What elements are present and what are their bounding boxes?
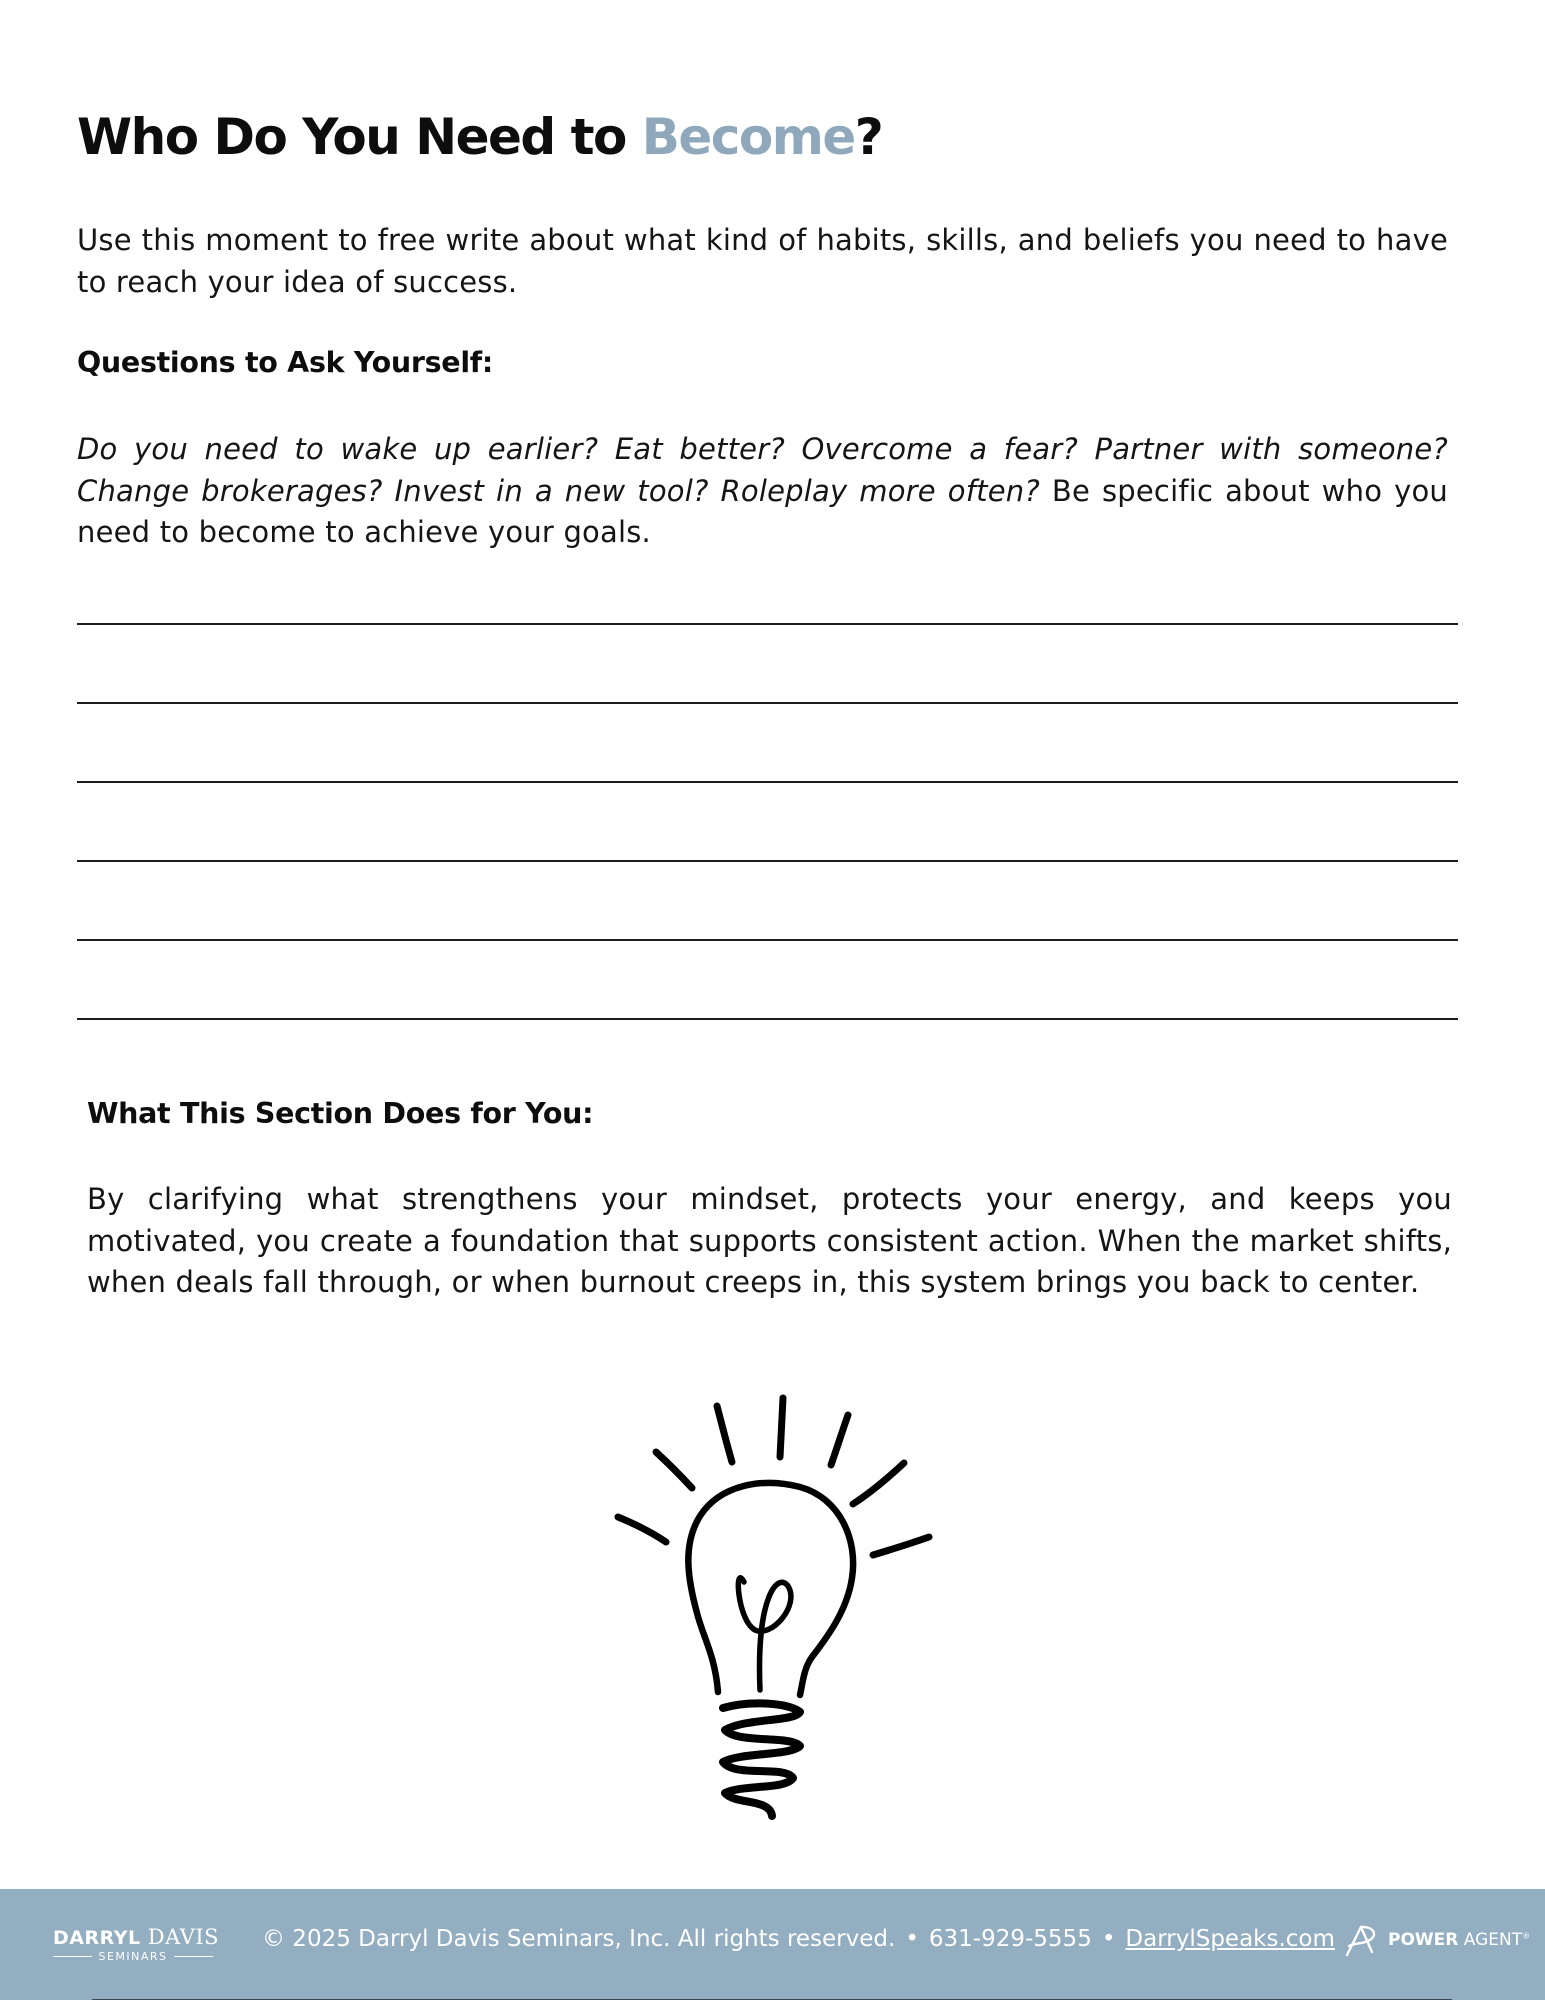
logo-subtitle [53,1950,213,1963]
logo-last-name: DAVIS [147,1925,220,1949]
copyright-text: © 2025 Darryl Davis Seminars, Inc. All rights reserved. [262,1926,896,1952]
writing-line[interactable] [77,781,1458,783]
footer-separator: • [1101,1926,1116,1952]
section-paragraph: By clarifying what strengthens your mindset, protects your energy, and keeps you motivated, you create a foundation that supports consistent action. When the market shifts, when deals fall through, or when burnout creeps in, this system brings you back to center. [87,1182,1452,1299]
logo-name [53,1925,220,1949]
title-prefix: Who Do You Need to [77,108,642,166]
power-agent-mark-icon [1344,1922,1384,1958]
registered-mark: ® [1522,1931,1531,1941]
footer-info [262,1926,1335,1952]
page-title [77,108,882,166]
writing-line[interactable] [77,860,1458,862]
darryl-davis-logo[interactable] [53,1925,220,1963]
writing-line[interactable] [77,623,1458,625]
title-suffix: ? [854,108,883,166]
phone-number: 631-929-5555 [928,1926,1092,1952]
questions-plain: Be specific about who you need to become to achieve your goals. [77,473,1448,549]
questions-paragraph [77,429,1448,554]
logo-first-name: DARRYL [53,1927,141,1949]
writing-line[interactable] [77,939,1458,941]
logo-sub-text: SEMINARS [98,1950,168,1963]
section-heading: What This Section Does for You: [87,1097,594,1130]
agent-text: AGENT [1463,1930,1523,1950]
title-accent-word: Become [641,108,855,166]
power-text: POWER [1388,1930,1459,1950]
questions-italic: Do you need to wake up earlier? Eat better? Overcome a fear? Partner with someone? Change brokerages? Invest in a new tool? Roleplay more often? [77,432,1448,508]
footer-bar [0,1889,1545,2000]
writing-line[interactable] [77,1018,1458,1020]
footer-separator: • [905,1926,919,1952]
website-link[interactable]: DarrylSpeaks.com [1125,1926,1335,1952]
writing-line[interactable] [77,702,1458,704]
light-rays [618,1398,929,1555]
bulb-base-coil [723,1703,800,1816]
filament [738,1578,791,1690]
questions-heading: Questions to Ask Yourself: [77,346,493,379]
intro-paragraph: Use this moment to free write about what kind of habits, skills, and beliefs you need to have to reach your idea of success. [77,223,1448,299]
power-agent-logo[interactable] [1344,1915,1530,1965]
lightbulb-icon [605,1385,940,1825]
power-agent-text [1388,1930,1530,1950]
